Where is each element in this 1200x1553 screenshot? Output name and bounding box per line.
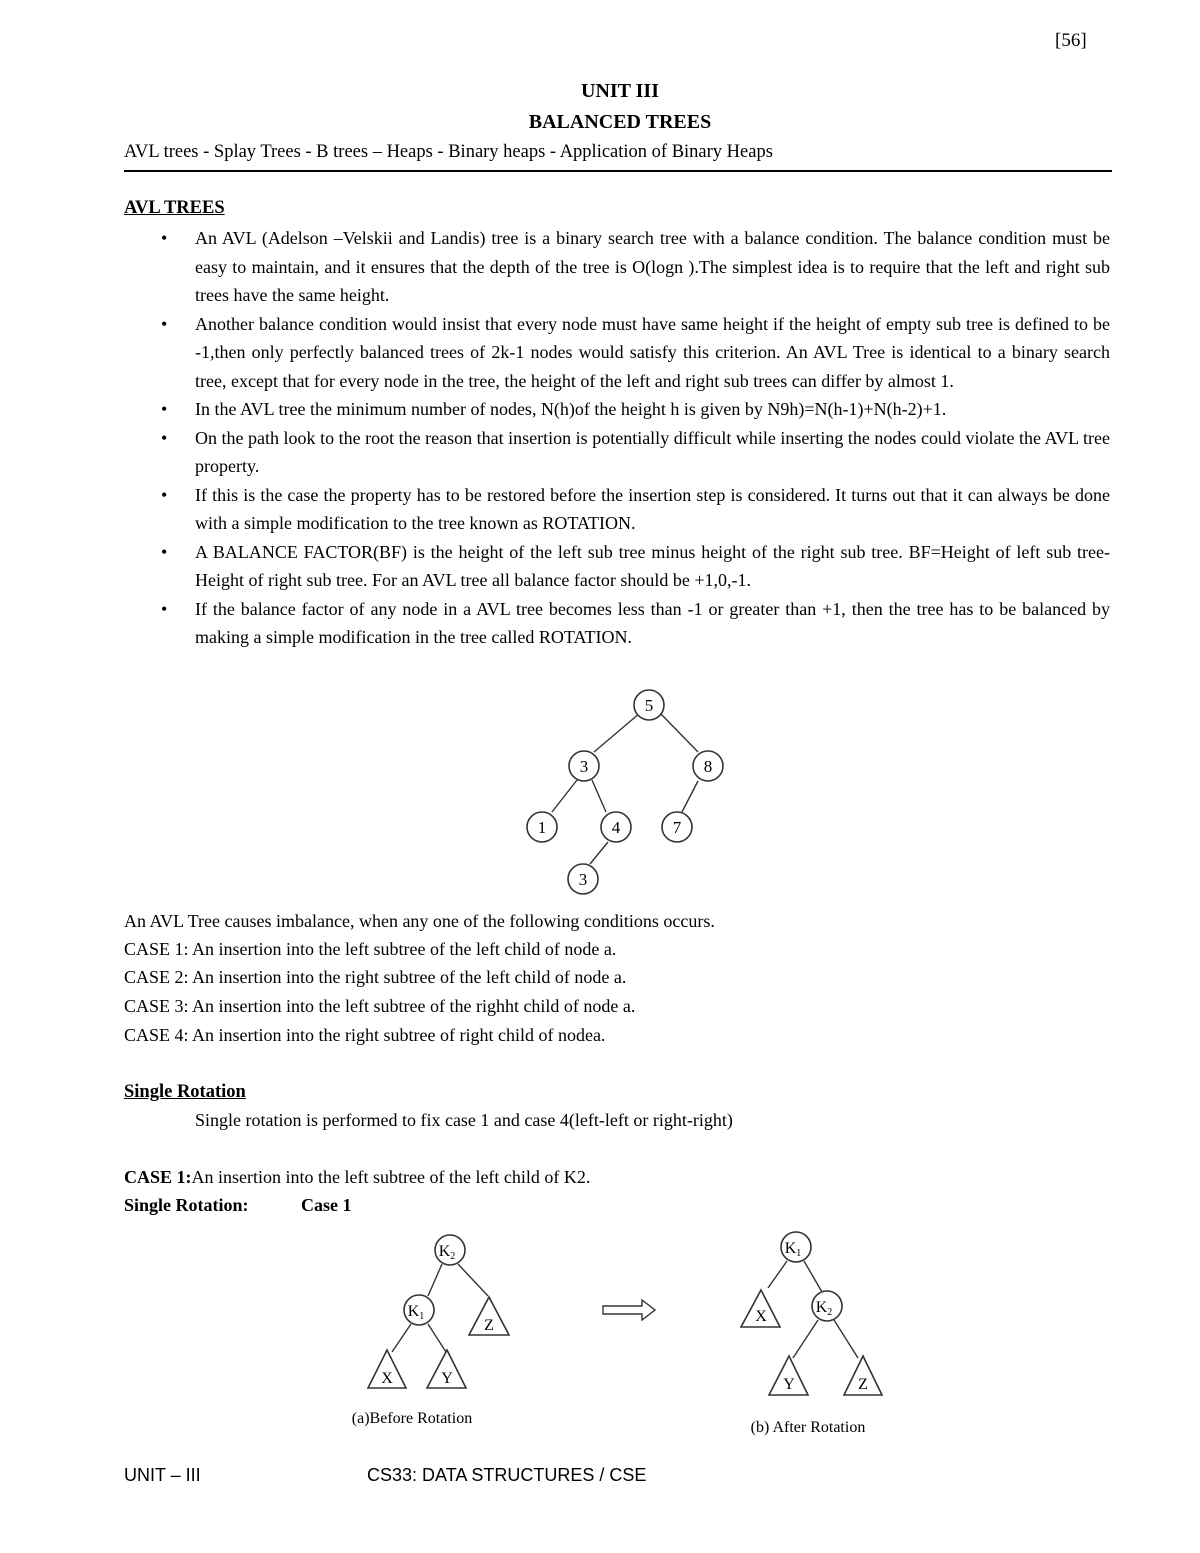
list-item: • In the AVL tree the minimum number of nodes, N(h)of the height h is given by N9h)=N(h-1)+N(h-2)+1. bbox=[124, 395, 1110, 424]
after-caption: (b) After Rotation bbox=[750, 1419, 866, 1436]
node-label: 4 bbox=[611, 818, 621, 837]
bullet-icon: • bbox=[161, 427, 168, 448]
footer-unit: UNIT – III bbox=[124, 1465, 201, 1485]
imbalance-intro: An AVL Tree causes imbalance, when any one of the following conditions occurs. bbox=[124, 911, 715, 931]
bullet-icon: • bbox=[161, 399, 168, 419]
list-item: • An AVL (Adelson –Velskii and Landis) tree is a binary search tree with a balance condition. The balance condition must be easy to maintain, and it ensures that the depth of the tree is O(logn ).The simplest idea is to require that the left and right sub trees have the same height. bbox=[124, 224, 1110, 310]
avl-bullet-list bbox=[124, 224, 1110, 652]
case1-text: An insertion into the left subtree of the left child of K2. bbox=[191, 1167, 591, 1187]
node-label: 3 bbox=[578, 870, 588, 889]
case1-label: CASE 1: bbox=[124, 1167, 192, 1187]
case-line: CASE 1: An insertion into the left subtree of the left child of node a. bbox=[124, 939, 617, 959]
node-subscript: 1 bbox=[419, 1311, 425, 1322]
subtree-label: X bbox=[381, 1370, 393, 1387]
before-caption: (a)Before Rotation bbox=[351, 1410, 473, 1427]
node-subscript: 1 bbox=[796, 1248, 802, 1259]
page-number: [56] bbox=[1055, 30, 1087, 51]
node-label: 8 bbox=[703, 757, 713, 776]
bullet-icon: • bbox=[161, 313, 168, 334]
node-subscript: 2 bbox=[450, 1251, 456, 1262]
bullet-icon: • bbox=[161, 484, 168, 505]
node-label: 7 bbox=[672, 818, 682, 837]
list-item: • Another balance condition would insist that every node must have same height if the height of empty sub tree is defined to be -1,then only perfectly balanced trees of 2k-1 nodes would satisfy this criterion. An AVL Tree is identical to a binary search tree, except that for every node in the tree, the height of the left and right sub trees can differ by almost 1. bbox=[124, 310, 1110, 396]
avl-trees-heading: AVL TREES bbox=[124, 198, 225, 218]
node-label: 3 bbox=[579, 757, 589, 776]
case1-subheading: Case 1 bbox=[301, 1195, 352, 1215]
list-item: • If this is the case the property has to be restored before the insertion step is considered. It turns out that it can always be done with a simple modification to the tree known as ROTATION. bbox=[124, 481, 1110, 538]
node-label: K bbox=[784, 1240, 797, 1257]
header-divider bbox=[124, 170, 1112, 172]
node-label: 1 bbox=[537, 818, 547, 837]
node-label: K bbox=[815, 1299, 828, 1316]
case-line: CASE 2: An insertion into the right subtree of the left child of node a. bbox=[124, 967, 627, 987]
avl-tree-diagram bbox=[520, 686, 730, 896]
node-label: 5 bbox=[644, 696, 654, 715]
bullet-icon: • bbox=[161, 541, 168, 562]
node-label: K bbox=[438, 1243, 451, 1260]
node-subscript: 2 bbox=[827, 1307, 833, 1318]
list-item: • On the path look to the root the reason that insertion is potentially difficult while inserting the nodes could violate the AVL tree property. bbox=[124, 424, 1110, 481]
case-line: CASE 4: An insertion into the right subtree of right child of nodea. bbox=[124, 1025, 606, 1045]
single-rotation-subheading: Single Rotation: bbox=[124, 1195, 249, 1215]
unit-title: UNIT III bbox=[581, 80, 659, 102]
node-label: K bbox=[407, 1303, 420, 1320]
right-arrow-icon bbox=[603, 1300, 655, 1320]
subtree-label: X bbox=[755, 1308, 767, 1325]
single-rotation-heading: Single Rotation bbox=[124, 1082, 246, 1102]
topics-line: AVL trees - Splay Trees - B trees – Heaps - Binary heaps - Application of Binary Heaps bbox=[124, 142, 773, 162]
subtree-label: Y bbox=[441, 1370, 453, 1387]
single-rotation-description: Single rotation is performed to fix case 1 and case 4(left-left or right-right) bbox=[195, 1110, 733, 1130]
list-item: • A BALANCE FACTOR(BF) is the height of the left sub tree minus height of the right sub tree. BF=Height of left sub tree-Height of right sub tree. For an AVL tree all balance factor should be +1,0,-1. bbox=[124, 538, 1110, 595]
subtree-label: Z bbox=[858, 1376, 868, 1393]
case1-line bbox=[124, 1167, 590, 1188]
list-item: • If the balance factor of any node in a AVL tree becomes less than -1 or greater than +1, then the tree has to be balanced by making a simple modification in the tree called ROTATION. bbox=[124, 595, 1110, 652]
subtree-label: Y bbox=[783, 1376, 795, 1393]
single-rotation-diagram bbox=[330, 1228, 910, 1443]
bullet-icon: • bbox=[161, 598, 168, 619]
subtree-label: Z bbox=[484, 1317, 494, 1334]
case-line: CASE 3: An insertion into the left subtree of the righht child of node a. bbox=[124, 996, 636, 1016]
footer-course: CS33: DATA STRUCTURES / CSE bbox=[367, 1465, 647, 1485]
chapter-title: BALANCED TREES bbox=[528, 111, 712, 133]
bullet-icon: • bbox=[161, 228, 168, 248]
